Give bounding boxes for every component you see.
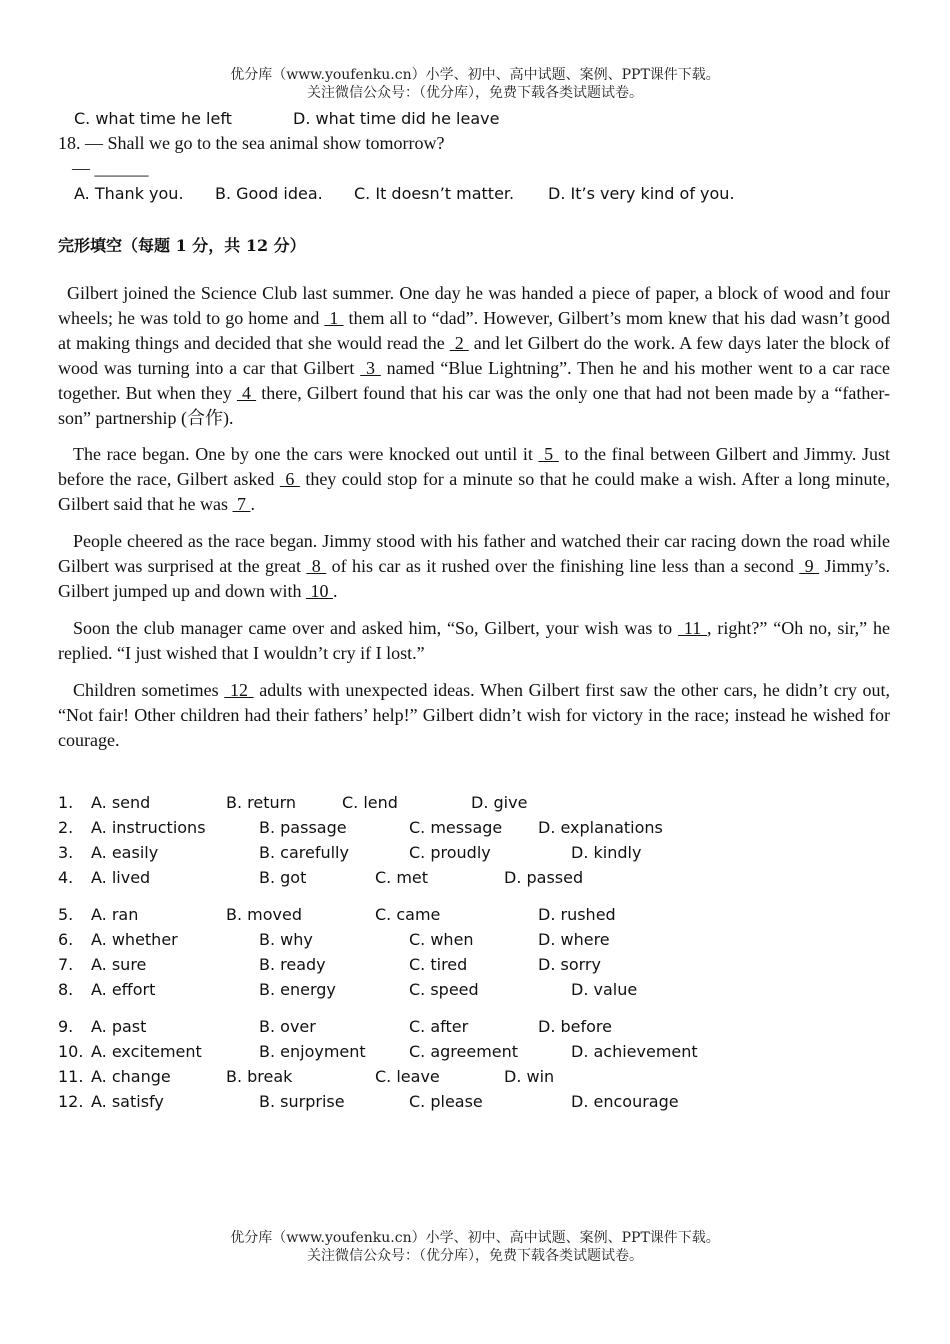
passage-paragraph-5 [58, 678, 890, 753]
blank-5: 5 [538, 444, 559, 464]
passage-paragraph-3 [58, 529, 890, 604]
option-number: 6. [58, 930, 74, 949]
option-c: C. lend [342, 793, 398, 812]
header-line-2: 关注微信公众号：（优分库），免费下载各类试题试卷。 [307, 85, 643, 101]
blank-12: 12 [224, 680, 254, 700]
option-d: D. achievement [571, 1042, 698, 1061]
blank-9: 9 [799, 556, 820, 576]
footer-line-2: 关注微信公众号：（优分库），免费下载各类试题试卷。 [307, 1248, 643, 1264]
option-d: D. kindly [571, 843, 642, 862]
q18-option-b: B. Good idea. [215, 184, 323, 203]
option-number: 1. [58, 793, 74, 812]
option-number: 11. [58, 1067, 84, 1086]
option-c: C. agreement [409, 1042, 519, 1061]
option-b: B. break [226, 1067, 293, 1086]
q17-option-d: D. what time did he leave [293, 109, 500, 128]
option-row-11 [58, 1064, 858, 1089]
blank-2: 2 [449, 333, 469, 353]
option-row-9 [58, 1014, 858, 1039]
option-number: 5. [58, 905, 74, 924]
q18-reply-blank: — ______ [72, 158, 149, 178]
option-a: A. effort [91, 980, 156, 999]
q18-option-c: C. It doesn’t matter. [354, 184, 515, 203]
blank-10: 10 [305, 581, 333, 601]
option-row-3 [58, 840, 858, 865]
option-number: 7. [58, 955, 74, 974]
blank-6: 6 [279, 469, 300, 489]
option-b: B. return [226, 793, 297, 812]
text-run: Children sometimes [73, 680, 225, 700]
option-a: A. send [91, 793, 151, 812]
option-b: B. ready [259, 955, 326, 974]
passage-paragraph-2 [58, 442, 890, 517]
option-row-1 [58, 790, 858, 815]
q17-option-c: C. what time he left [74, 109, 232, 128]
text-run: named “Blue Lightning”. Then he and his mother went to a car race together. But when they [58, 358, 891, 403]
option-number: 8. [58, 980, 74, 999]
option-number: 2. [58, 818, 74, 837]
footer-line-1: 优分库（www.youfenku.cn）小学、初中、高中试题、案例、PPT课件下载。 [230, 1230, 720, 1246]
option-a: A. change [91, 1067, 171, 1086]
option-a: A. ran [91, 905, 139, 924]
header-line-1: 优分库（www.youfenku.cn）小学、初中、高中试题、案例、PPT课件下载。 [230, 67, 720, 83]
option-b: B. energy [259, 980, 336, 999]
option-d: D. value [571, 980, 638, 999]
q18-option-a: A. Thank you. [74, 184, 184, 203]
option-a: A. excitement [91, 1042, 202, 1061]
option-b: B. got [259, 868, 307, 887]
option-number: 4. [58, 868, 74, 887]
q18-option-d: D. It’s very kind of you. [548, 184, 735, 203]
blank-4: 4 [236, 383, 257, 403]
option-row-7 [58, 952, 858, 977]
option-number: 3. [58, 843, 74, 862]
option-c: C. please [409, 1092, 483, 1111]
page-header [0, 66, 950, 102]
text-run: Jimmy’s. Gilbert jumped up and down with [58, 556, 891, 601]
text-run: . [332, 581, 338, 601]
option-d: D. win [504, 1067, 555, 1086]
option-c: C. met [375, 868, 429, 887]
text-run: there, Gilbert found that his car was the only one that had not been made by a “father-son” partnership (合作). [58, 383, 890, 428]
option-c: C. came [375, 905, 441, 924]
text-run: and let Gilbert do the work. A few days later the block of wood was turning into a car that Gilbert [58, 333, 890, 378]
option-c: C. message [409, 818, 503, 837]
option-row-5 [58, 902, 858, 927]
option-c: C. after [409, 1017, 469, 1036]
option-row-10 [58, 1039, 858, 1064]
text-run: adults with unexpected ideas. When Gilbert first saw the other cars, he didn’t cry out, “Not fair! Other children had their fathers’ help!” Gilbert didn’t wish for victory in the race; instead he wished for courage. [58, 680, 891, 750]
option-d: D. where [538, 930, 610, 949]
text-run: The race began. One by one the cars were knocked out until it [73, 444, 539, 464]
passage-paragraph-1 [58, 281, 890, 431]
option-row-4 [58, 865, 858, 890]
option-row-12 [58, 1089, 858, 1114]
option-c: C. leave [375, 1067, 440, 1086]
text-run: People cheered as the race began. Jimmy stood with his father and watched their car racing down the road while Gilbert was surprised at the great [58, 531, 890, 576]
text-run: . [250, 494, 255, 514]
option-a: A. easily [91, 843, 159, 862]
option-b: B. carefully [259, 843, 349, 862]
option-d: D. rushed [538, 905, 616, 924]
option-d: D. before [538, 1017, 612, 1036]
text-run: , right?” “Oh no, sir,” he replied. “I just wished that I wouldn’t cry if I lost.” [58, 618, 890, 663]
cloze-section-title: 完形填空（每题 1 分，共 12 分） [58, 236, 306, 255]
option-c: C. when [409, 930, 474, 949]
page-footer [0, 1229, 950, 1265]
option-d: D. explanations [538, 818, 663, 837]
passage-paragraph-4 [58, 616, 890, 666]
option-c: C. speed [409, 980, 479, 999]
text-run: Gilbert joined the Science Club last summer. One day he was handed a piece of paper, a block of wood and four wheels; he was told to go home and [58, 283, 890, 328]
text-run: they could stop for a minute so that he could make a wish. After a long minute, Gilbert said that he was [58, 469, 891, 514]
option-b: B. surprise [259, 1092, 345, 1111]
option-a: A. lived [91, 868, 151, 887]
option-d: D. sorry [538, 955, 601, 974]
option-number: 9. [58, 1017, 74, 1036]
q18-question: 18. — Shall we go to the sea animal show tomorrow? [58, 133, 445, 153]
option-row-6 [58, 927, 858, 952]
text-run: them all to “dad”. However, Gilbert’s mom knew that his dad wasn’t good at making things and decided that she would read the [58, 308, 890, 353]
blank-7: 7 [232, 494, 251, 514]
option-b: B. moved [226, 905, 302, 924]
option-number: 10. [58, 1042, 84, 1061]
option-c: C. proudly [409, 843, 491, 862]
option-number: 12. [58, 1092, 84, 1111]
option-a: A. instructions [91, 818, 206, 837]
option-row-8 [58, 977, 858, 1002]
blank-8: 8 [306, 556, 327, 576]
option-b: B. enjoyment [259, 1042, 366, 1061]
text-run: Soon the club manager came over and asked him, “So, Gilbert, your wish was to [73, 618, 679, 638]
option-a: A. sure [91, 955, 147, 974]
blank-1: 1 [324, 308, 344, 328]
text-run: to the final between Gilbert and Jimmy. Just before the race, Gilbert asked [58, 444, 891, 489]
option-b: B. passage [259, 818, 347, 837]
blank-3: 3 [360, 358, 381, 378]
option-d: D. encourage [571, 1092, 679, 1111]
text-run: of his car as it rushed over the finishing line less than a second [326, 556, 800, 576]
option-a: A. past [91, 1017, 147, 1036]
option-a: A. satisfy [91, 1092, 164, 1111]
option-b: B. why [259, 930, 313, 949]
option-c: C. tired [409, 955, 468, 974]
option-a: A. whether [91, 930, 178, 949]
option-d: D. passed [504, 868, 584, 887]
blank-11: 11 [678, 618, 708, 638]
option-b: B. over [259, 1017, 316, 1036]
option-d: D. give [471, 793, 528, 812]
option-row-2 [58, 815, 858, 840]
